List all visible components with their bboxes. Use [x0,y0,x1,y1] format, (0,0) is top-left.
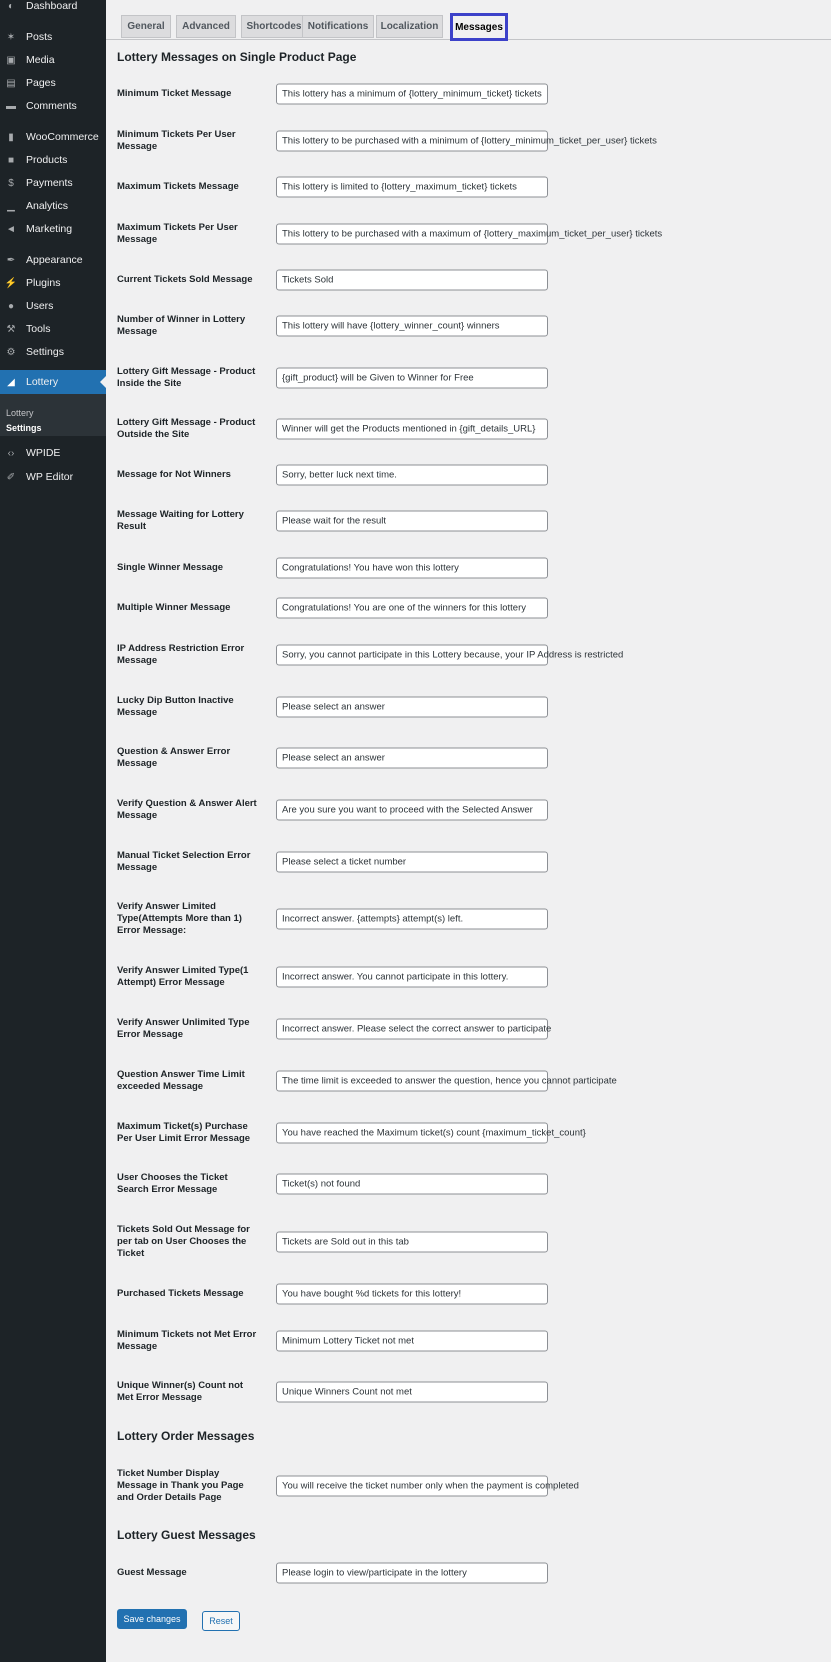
sidebar-item-label: Products [26,154,68,166]
field-label: Minimum Tickets not Met Error Message [117,1329,257,1352]
save-button[interactable]: Save changes [117,1609,187,1629]
field-label: Purchased Tickets Message [117,1288,244,1299]
message-input[interactable]: Are you sure you want to proceed with the Selected Answer [276,800,548,821]
sidebar-item-label: WPIDE [26,447,61,459]
field-label: Verify Answer Limited Type(Attempts More than 1) Error Message: [117,901,242,936]
tab-localization[interactable]: Localization [376,15,443,38]
message-input[interactable]: Congratulations! You are one of the winners for this lottery [276,598,548,619]
sidebar-item-label: Plugins [26,277,61,289]
submenu-item-settings[interactable]: Settings [6,423,42,433]
sidebar-item-woocommerce[interactable] [0,126,106,148]
sidebar-item-label: Dashboard [26,0,78,12]
message-input[interactable]: Winner will get the Products mentioned in {gift_details_URL} [276,419,548,440]
users-icon: ● [7,300,15,312]
message-input[interactable]: {gift_product} will be Given to Winner for Free [276,368,548,389]
field-label: Question Answer Time Limit exceeded Message [117,1069,245,1092]
field-label: Message for Not Winners [117,469,231,480]
sidebar-item-products[interactable] [0,149,106,171]
admin-sidebar [0,0,106,1662]
sidebar-item-label: Payments [26,177,73,189]
sidebar-item-label: Analytics [26,200,69,212]
field-label: User Chooses the Ticket Search Error Message [117,1172,228,1195]
message-input[interactable]: Please select an answer [276,697,548,718]
comments-icon: ▬ [6,100,16,112]
active-menu-arrow [100,376,106,388]
section-title: Lottery Order Messages [117,1429,255,1443]
sidebar-item-settings[interactable] [0,341,106,363]
sidebar-item-plugins[interactable] [0,272,106,294]
sidebar-item-media[interactable] [0,49,106,71]
tab-general[interactable]: General [121,15,171,38]
field-label: Verify Answer Unlimited Type Error Message [117,1017,250,1040]
message-input[interactable]: Incorrect answer. Please select the correct answer to participate [276,1019,548,1040]
message-input[interactable]: Minimum Lottery Ticket not met [276,1331,548,1352]
field-label: Lucky Dip Button Inactive Message [117,695,234,718]
message-input[interactable]: The time limit is exceeded to answer the question, hence you cannot participate [276,1071,548,1092]
sidebar-item-payments[interactable] [0,172,106,194]
message-input[interactable]: This lottery to be purchased with a maximum of {lottery_maximum_ticket_per_user} tickets [276,224,548,245]
tab-advanced[interactable]: Advanced [176,15,236,38]
field-label: Minimum Ticket Message [117,88,232,99]
section-title: Lottery Messages on Single Product Page [117,50,357,64]
field-label: Verify Answer Limited Type(1 Attempt) Error Message [117,965,249,988]
sidebar-item-label: Lottery [26,376,59,388]
message-input[interactable]: Sorry, better luck next time. [276,465,548,486]
field-label: Tickets Sold Out Message for per tab on User Chooses the Ticket [117,1224,250,1259]
sidebar-item-pages[interactable] [0,72,106,94]
field-label: Maximum Tickets Message [117,181,239,192]
settings-icon: ⚙ [6,346,16,358]
message-input[interactable]: Tickets are Sold out in this tab [276,1232,548,1253]
sidebar-item-tools[interactable] [0,318,106,340]
sidebar-item-label: WooCommerce [26,131,99,143]
message-input[interactable]: Incorrect answer. You cannot participate in this lottery. [276,967,548,988]
tools-icon: ⚒ [6,323,16,335]
field-label: Minimum Tickets Per User Message [117,129,236,152]
sidebar-item-wp-editor[interactable] [0,466,106,488]
field-label: Ticket Number Display Message in Thank you Page and Order Details Page [117,1468,244,1503]
message-input[interactable]: This lottery will have {lottery_winner_count} winners [276,316,548,337]
editor-pen-icon: ✐ [6,471,16,483]
field-label: Verify Question & Answer Alert Message [117,798,257,821]
field-label: Lottery Gift Message - Product Outside the Site [117,417,256,440]
message-input[interactable]: You will receive the ticket number only when the payment is completed [276,1476,548,1497]
sidebar-item-lottery[interactable] [0,370,106,394]
field-label: Manual Ticket Selection Error Message [117,850,251,873]
field-label: Lottery Gift Message - Product Inside the Site [117,366,256,389]
lottery-icon: ◢ [7,376,15,388]
sidebar-item-dashboard[interactable] [0,0,106,17]
message-input[interactable]: Please select a ticket number [276,852,548,873]
sidebar-item-label: Appearance [26,254,83,266]
woocommerce-icon: ▮ [8,131,14,143]
sidebar-item-posts[interactable] [0,26,106,48]
sidebar-item-label: Marketing [26,223,73,235]
sidebar-item-marketing[interactable] [0,218,106,240]
field-label: IP Address Restriction Error Message [117,643,245,666]
tab-notifications[interactable]: Notifications [302,15,374,38]
field-label: Message Waiting for Lottery Result [117,509,244,532]
sidebar-item-analytics[interactable] [0,195,106,217]
message-input[interactable]: This lottery to be purchased with a minimum of {lottery_minimum_ticket_per_user} tickets [276,131,548,152]
field-label: Maximum Tickets Per User Message [117,222,238,245]
products-icon: ■ [7,154,15,166]
sidebar-item-label: Settings [26,346,64,358]
field-label: Number of Winner in Lottery Message [117,314,246,337]
payments-icon: $ [8,177,14,189]
settings-tabs [106,0,831,40]
sidebar-item-appearance[interactable] [0,249,106,271]
message-input[interactable]: Please select an answer [276,748,548,769]
field-label: Multiple Winner Message [117,602,231,613]
plugins-icon: ⚡ [4,277,18,289]
message-input[interactable]: Sorry, you cannot participate in this Lottery because, your IP Address is restricted [276,645,548,666]
message-input[interactable]: Incorrect answer. {attempts} attempt(s) left. [276,909,548,930]
message-input[interactable]: Tickets Sold [276,270,548,291]
sidebar-item-label: Posts [26,31,53,43]
lottery-submenu [0,394,106,436]
sidebar-item-comments[interactable] [0,95,106,117]
pages-icon: ▤ [6,77,16,89]
message-input[interactable]: You have reached the Maximum ticket(s) count {maximum_ticket_count} [276,1123,548,1144]
submenu-item-lottery[interactable]: Lottery [6,408,34,418]
message-input[interactable]: Please login to view/participate in the lottery [276,1563,548,1584]
media-icon: ▣ [6,54,16,66]
field-label: Current Tickets Sold Message [117,274,253,285]
tab-shortcodes[interactable]: Shortcodes [241,15,307,38]
message-input[interactable]: Congratulations! You have won this lottery [276,558,548,579]
field-label: Single Winner Message [117,562,224,573]
appearance-icon: ✒ [6,254,16,266]
field-label: Unique Winner(s) Count not Met Error Message [117,1380,244,1403]
sidebar-item-users[interactable] [0,295,106,317]
message-input[interactable]: Please wait for the result [276,511,548,532]
message-input[interactable]: Ticket(s) not found [276,1174,548,1195]
sidebar-item-label: Tools [26,323,51,335]
message-input[interactable]: Unique Winners Count not met [276,1382,548,1403]
message-input[interactable]: You have bought %d tickets for this lottery! [276,1284,548,1305]
tab-messages[interactable]: Messages [450,13,508,41]
pin-icon: ✶ [6,31,16,43]
code-icon: ‹› [7,447,15,459]
sidebar-item-label: WP Editor [26,471,74,483]
field-label: Question & Answer Error Message [117,746,231,769]
analytics-icon: ▁ [7,200,15,212]
field-label: Guest Message [117,1567,187,1578]
message-input[interactable]: This lottery is limited to {lottery_maximum_ticket} tickets [276,177,548,198]
sidebar-item-label: Pages [26,77,56,89]
message-input[interactable]: This lottery has a minimum of {lottery_minimum_ticket} tickets [276,84,548,105]
sidebar-item-label: Media [26,54,55,66]
sidebar-item-label: Users [26,300,54,312]
marketing-icon: ◄ [6,223,16,235]
reset-button[interactable]: Reset [202,1611,240,1631]
field-label: Maximum Ticket(s) Purchase Per User Limit Error Message [117,1121,251,1144]
sidebar-item-wpide[interactable] [0,442,106,464]
sidebar-item-label: Comments [26,100,77,112]
section-title: Lottery Guest Messages [117,1528,256,1542]
dashboard-icon: ◐ [7,0,15,12]
